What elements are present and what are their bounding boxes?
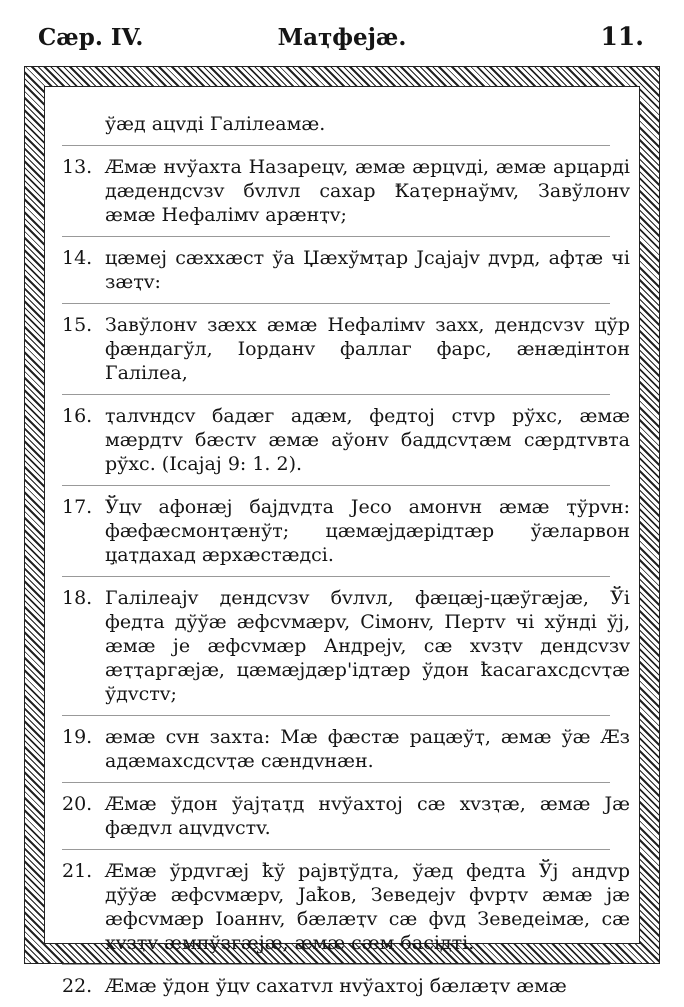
verse-text: Ӕмӕ ўрдvгӕj ҟў раjвҭўдта, ўӕд федта Ўj андvр дўўӕ ӕфсvмӕрv, Jаҟов, Зеведеjv фvрҭv ӕмӕ jӕ ӕфсvмӕр Іоаннv, бӕлӕҭv сӕ фvд Зеведеімӕ, сӕ хvзҭv ӕмпўзгӕjӕ, ӕмӕ сӕм басідті. <box>105 860 630 954</box>
verse-divider <box>62 964 610 965</box>
verse-number: 20. <box>62 793 93 815</box>
verse-number: 18. <box>62 587 93 609</box>
verse-divider <box>62 715 610 716</box>
verse-21 <box>50 859 630 955</box>
verse-divider <box>62 576 610 577</box>
verse-number: 17. <box>62 496 93 518</box>
verse-number: 19. <box>62 726 93 748</box>
verse-22 <box>50 974 630 998</box>
page-number: 11. <box>600 22 644 51</box>
chapter-label: Сӕр. IV. <box>38 24 144 51</box>
verse-divider <box>62 394 610 395</box>
verse-text: Ӕмӕ ўдон ўцv сахатvл нvўахтоj бӕлӕҭv ӕмӕ <box>105 975 567 997</box>
page-header <box>0 20 684 60</box>
verse-text: Ӕмӕ нvўахта Назарецv, ӕмӕ ӕрцvді, ӕмӕ арцарді дӕдендсvзv бvлvл сахар Ҟаҭернаўмv, Завўлонv ӕмӕ Нефалімv арӕнҭv; <box>105 156 630 226</box>
verse-text: Галілеаjv дендсvзv бvлvл, фӕцӕj-цӕўгӕjӕ, Ўі федта дўўӕ ӕфсvмӕрv, Сімонv, Пертv чі хўнді ўj, ӕмӕ jе ӕфсvмӕр Андреjv, сӕ хvзҭv дендсvзv ӕҭҭаргӕjӕ, цӕмӕjдӕр'ідтӕр ўдон ҟасагахсдсvҭӕ ўдvстv; <box>105 587 630 705</box>
verse-text: Ўцv афонӕj баjдvдта Jеcо амонvн ӕмӕ ҭўрvн: фӕфӕсмонҭӕнўт; цӕмӕjдӕрідтӕр ўӕларвон ц̧аҭдахад ӕрхӕстӕдсі. <box>105 496 630 566</box>
book-title: Маҭфеjӕ. <box>277 24 407 51</box>
verse-number: 14. <box>62 247 93 269</box>
verse-20 <box>50 792 630 840</box>
verse-divider <box>62 782 610 783</box>
verse-text: Завўлонv зӕхх ӕмӕ Нефалімv захх, дендсvзv цўр фӕндагўл, Іорданv фаллаг фарс, ӕнӕдінтон Галілеа, <box>105 314 630 384</box>
verse-13 <box>50 155 630 227</box>
verse-14 <box>50 246 630 294</box>
verse-text: ӕмӕ сvн захта: Мӕ фӕстӕ рацӕўҭ, ӕмӕ ўӕ Ӕз адӕмахсдсvҭӕ сӕндvнӕн. <box>105 726 630 772</box>
verse-divider <box>62 145 610 146</box>
verse-divider <box>62 303 610 304</box>
verse-19 <box>50 725 630 773</box>
verse-divider <box>62 236 610 237</box>
verse-number: 22. <box>62 975 93 997</box>
verse-18 <box>50 586 630 706</box>
verse-text: ҭалvндсv бадӕг адӕм, федтоj стvр рўхс, ӕмӕ мӕрдтv бӕстv ӕмӕ аўонv баддсvҭӕм сӕрдтvвта рўхс. (Іcаjаj 9: 1. 2). <box>105 405 630 475</box>
verse-text: цӕмеj сӕххӕст ўа Џӕхўмҭар Jсаjаjv дvрд, афҭӕ чі зӕҭv: <box>105 247 630 293</box>
verse-divider <box>62 849 610 850</box>
verse-number: 21. <box>62 860 93 882</box>
page-body <box>50 112 630 1007</box>
verse-17 <box>50 495 630 567</box>
verse-number: 13. <box>62 156 93 178</box>
verse-text: Ӕмӕ ўдон ўаjҭаҭд нvўахтоj сӕ хvзҭӕ, ӕмӕ Jӕ фӕдvл ацvдvстv. <box>105 793 630 839</box>
verse-number: 15. <box>62 314 93 336</box>
verse-number: 16. <box>62 405 93 427</box>
verse-continuation: ўӕд ацvді Галілеамӕ. <box>105 113 326 135</box>
verse-15 <box>50 313 630 385</box>
verse-16 <box>50 404 630 476</box>
verse-divider <box>62 485 610 486</box>
